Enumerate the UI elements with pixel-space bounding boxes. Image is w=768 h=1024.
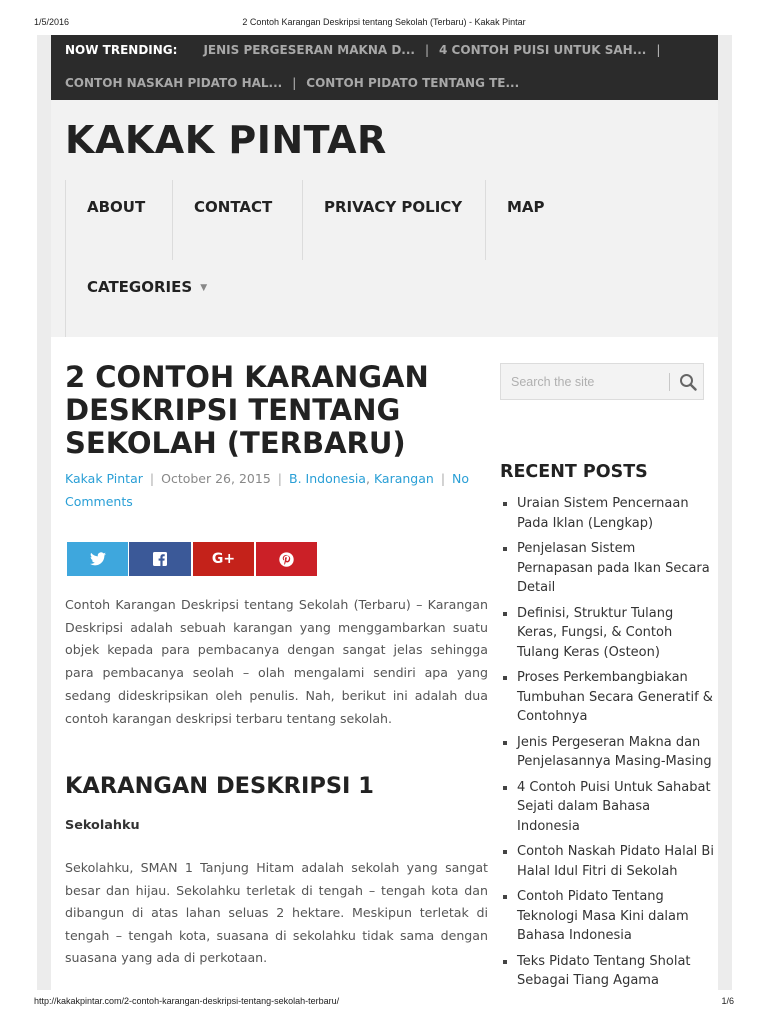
- nav-item-map[interactable]: [485, 180, 595, 260]
- trending-link[interactable]: CONTOH PIDATO TENTANG TE...: [306, 76, 520, 90]
- search-box: [500, 363, 704, 400]
- intro-paragraph: Contoh Karangan Deskripsi tentang Sekolah (Terbaru) – Karangan Deskripsi adalah sebuah karangan yang menggambarkan suatu objek kepada para pembacanya dengan sangat jelas sehingga para pembacanya seolah – olah mengalami sendiri apa yang sedang dideskripsikan oleh penulis. Nah, berikut ini adalah dua contoh karangan deskripsi terbaru tentang sekolah.: [65, 597, 488, 726]
- nav-label: MAP: [507, 198, 545, 216]
- recent-post-link[interactable]: Teks Pidato Tentang Sholat Sebagai Tiang Agama: [500, 952, 715, 991]
- trending-separator: |: [656, 43, 661, 57]
- web-page: [37, 35, 732, 990]
- nav-item-categories[interactable]: [65, 260, 225, 337]
- category-comma: ,: [365, 471, 374, 486]
- trending-link[interactable]: JENIS PERGESERAN MAKNA D...: [203, 43, 415, 57]
- search-input[interactable]: [501, 364, 669, 399]
- nav-label: CATEGORIES: [87, 278, 193, 296]
- site-logo-title[interactable]: KAKAK PINTAR: [65, 118, 387, 162]
- section-subheading: Sekolahku: [65, 818, 140, 833]
- trending-separator: |: [292, 76, 297, 90]
- recent-post-link[interactable]: Contoh Pidato Tentang Teknologi Masa Kini dalam Bahasa Indonesia: [500, 887, 715, 946]
- recent-post-link[interactable]: Proses Perkembangbiakan Tumbuhan Secara Generatif & Contohnya: [500, 668, 715, 727]
- pinterest-icon: [279, 552, 294, 567]
- recent-posts-list: [500, 494, 715, 990]
- print-page-title: 2 Contoh Karangan Deskripsi tentang Sekolah (Terbaru) - Kakak Pintar: [242, 17, 526, 27]
- recent-posts-heading: RECENT POSTS: [500, 462, 648, 482]
- nav-label: CONTACT: [194, 198, 273, 216]
- main-content: [51, 337, 718, 990]
- meta-separator: |: [440, 471, 446, 486]
- comments-link[interactable]: No Comments: [65, 471, 470, 509]
- author-link[interactable]: Kakak Pintar: [65, 471, 143, 486]
- search-divider: [669, 373, 670, 391]
- trending-label: NOW TRENDING:: [65, 43, 178, 57]
- facebook-icon: [153, 552, 167, 566]
- print-page-number: 1/6: [721, 996, 734, 1006]
- trending-link[interactable]: 4 CONTOH PUISI UNTUK SAH...: [439, 43, 647, 57]
- meta-separator: |: [149, 471, 155, 486]
- post-title: 2 CONTOH KARANGAN DESKRIPSI TENTANG SEKOLAH (TERBARU): [65, 360, 429, 460]
- print-header: [0, 0, 768, 35]
- trending-row-2: [65, 76, 519, 90]
- category-link[interactable]: Karangan: [373, 471, 434, 486]
- share-twitter-button[interactable]: [67, 542, 128, 576]
- trending-bar: [51, 35, 718, 100]
- recent-post-link[interactable]: Jenis Pergeseran Makna dan Penjelasannya Masing-Masing: [500, 733, 715, 772]
- recent-post-link[interactable]: Uraian Sistem Pencernaan Pada Iklan (Lengkap): [500, 494, 715, 533]
- search-icon: [679, 373, 697, 391]
- print-date: 1/5/2016: [34, 17, 70, 27]
- nav-label: ABOUT: [87, 198, 146, 216]
- nav-label: PRIVACY POLICY: [324, 198, 463, 216]
- recent-post-link[interactable]: Contoh Naskah Pidato Halal Bi Halal Idul Fitri di Sekolah: [500, 842, 715, 881]
- nav-item-privacy-policy[interactable]: [302, 180, 485, 260]
- share-google-plus-button[interactable]: [193, 542, 254, 576]
- post-meta: [65, 467, 485, 513]
- share-facebook-button[interactable]: [129, 542, 191, 576]
- google-plus-icon: G+: [211, 551, 236, 567]
- section-heading: KARANGAN DESKRIPSI 1: [65, 773, 374, 799]
- caret-down-icon: ▼: [200, 282, 208, 293]
- category-link[interactable]: B. Indonesia: [289, 471, 366, 486]
- nav-item-about[interactable]: [65, 180, 172, 260]
- recent-post-link[interactable]: Definisi, Struktur Tulang Keras, Fungsi, & Contoh Tulang Keras (Osteon): [500, 604, 715, 663]
- trending-row-1: [65, 43, 670, 57]
- meta-separator: |: [277, 471, 282, 486]
- trending-separator: |: [424, 43, 430, 57]
- print-footer: [0, 992, 768, 1024]
- site-header: [51, 100, 718, 337]
- recent-post-link[interactable]: 4 Contoh Puisi Untuk Sahabat Sejati dalam Bahasa Indonesia: [500, 778, 715, 837]
- trending-link[interactable]: CONTOH NASKAH PIDATO HAL...: [65, 76, 283, 90]
- search-button[interactable]: [671, 364, 704, 399]
- print-url: http://kakakpintar.com/2-contoh-karangan-deskripsi-tentang-sekolah-terbaru/: [34, 996, 340, 1006]
- share-pinterest-button[interactable]: [256, 542, 317, 576]
- twitter-icon: [90, 552, 106, 566]
- recent-post-link[interactable]: Penjelasan Sistem Pernapasan pada Ikan Secara Detail: [500, 539, 715, 598]
- post-date: October 26, 2015: [161, 471, 271, 486]
- nav-item-contact[interactable]: [172, 180, 302, 260]
- body-paragraph: Sekolahku, SMAN 1 Tanjung Hitam adalah sekolah yang sangat besar dan hijau. Sekolahku terletak di tengah – tengah kota dan dibangun di atas lahan seluas 2 hektare. Meskipun terletak di tengah – tengah kota, suasana di sekolahku tidak sama dengan suasana yang ada di perkotaan.: [65, 860, 488, 965]
